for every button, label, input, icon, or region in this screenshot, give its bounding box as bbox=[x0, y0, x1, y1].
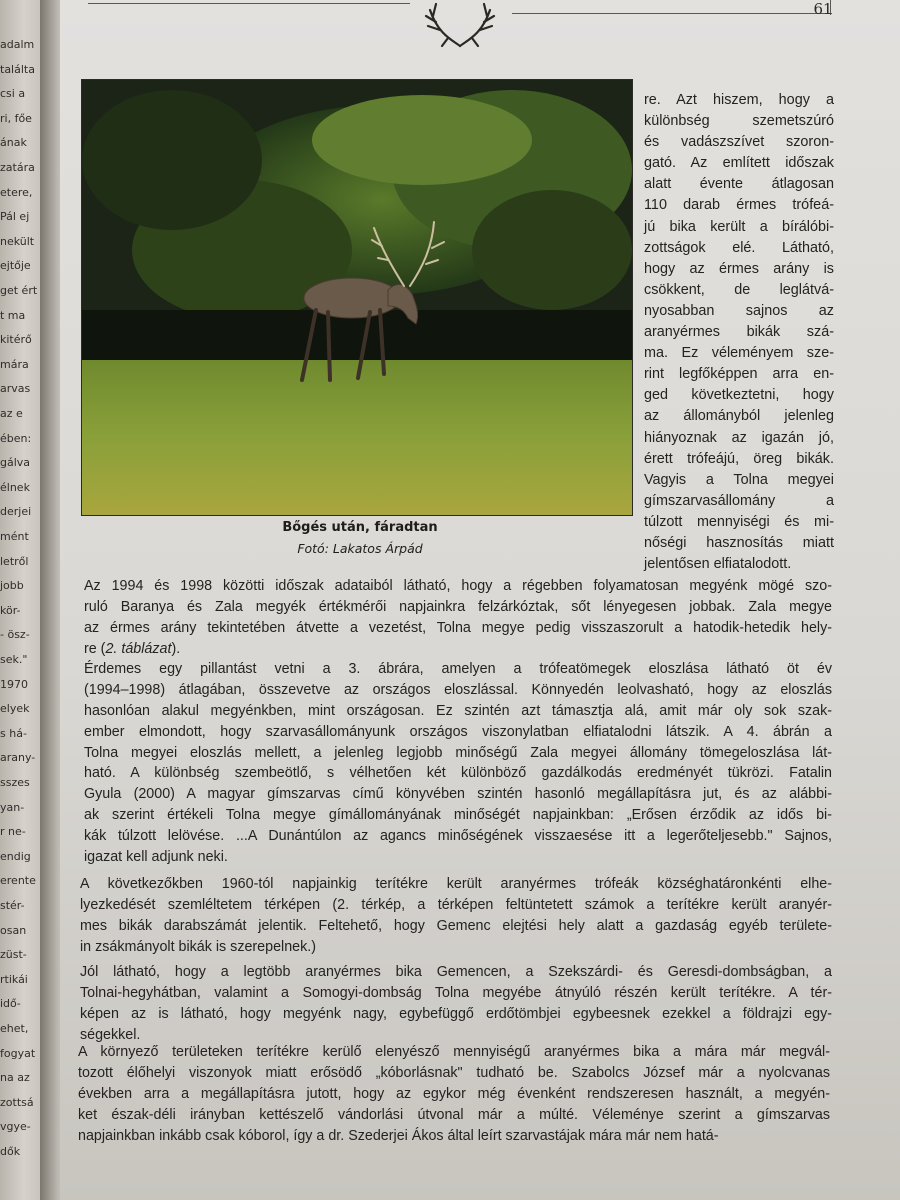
facing-page-fragment: na az bbox=[0, 1071, 30, 1085]
facing-page-fragment: Pál ej bbox=[0, 210, 30, 224]
text-line: ma. Ez véleményem sze- bbox=[644, 345, 834, 362]
facing-page-fragment: 1970 bbox=[0, 677, 28, 691]
paragraph-5 bbox=[78, 1042, 830, 1146]
facing-page-fragment: züst- bbox=[0, 948, 27, 962]
text-line: lyezkedését szemléltetem térképen (2. térkép, a térképen feltüntetett számok a terítékre került aranyér- bbox=[80, 896, 832, 913]
side-column-text bbox=[644, 90, 834, 575]
text-line: és vadászszívet szoron- bbox=[644, 134, 834, 151]
text-line: érett trófeájú, öreg bikák. bbox=[644, 450, 834, 467]
facing-page-fragment: találta bbox=[0, 62, 35, 76]
text-line: in zsákmányolt bikák is szerepelnek.) bbox=[80, 938, 316, 955]
text-line: képen az is látható, hogy megyénk nagy, egybefüggő erdőtömbjei egybeesnek ezekkel a földrajzi egy- bbox=[80, 1005, 832, 1022]
facing-page-fragment: vgye- bbox=[0, 1120, 31, 1134]
header-rule-right bbox=[512, 13, 832, 14]
facing-page-fragment: gálva bbox=[0, 456, 31, 470]
text-line: ható. A különbség szembeötlő, s vélhetően két különböző gazdálkodás eredményét tükrözi. Fatalin bbox=[84, 765, 832, 782]
facing-page-fragment: kör- bbox=[0, 603, 21, 617]
facing-page-fragment: zatára bbox=[0, 161, 35, 174]
facing-page-fragment: etere, bbox=[0, 185, 33, 199]
text-line: mes bikák darabszámát jelentik. Feltehető, hogy Gemenc elejtési hely alatt a gazdaság egyéb területe- bbox=[80, 917, 832, 934]
facing-page-fragment: rtikái bbox=[0, 972, 28, 986]
text-line: az állományból jelenleg bbox=[644, 408, 834, 425]
text-line: nyosabban sajnos az bbox=[644, 302, 834, 319]
text-line: gímszarvasállomány a bbox=[644, 492, 834, 509]
text-line: jelentősen elfiatalodott. bbox=[644, 556, 792, 573]
text-line: ember elmondott, hogy szarvasállományunk országos viszonylatban elfiatalodni látszik. A 4. ábrán a bbox=[84, 723, 832, 740]
facing-page-fragment: zottsá bbox=[0, 1095, 34, 1109]
text-line: években arra a megállapításra jutott, hogy az egykor még évenként rendszeresen használt, a megyén- bbox=[78, 1085, 830, 1102]
text-line: hiányoznak az igazán jó, bbox=[644, 429, 834, 446]
antler-ornament-icon bbox=[422, 0, 498, 50]
paragraph-4 bbox=[80, 962, 832, 1046]
paragraph-2 bbox=[84, 659, 832, 868]
text-line: A következőkben 1960-tól napjainkig terítékre került aranyérmes trófeák községhatáronkénti elhe- bbox=[80, 876, 832, 892]
facing-page-fragment: csi a bbox=[0, 87, 26, 101]
text-line: kák túlzott lelövése. ...A Dunántúlon az agancs minőségének visszaesése itt a legerőteljesebb." Sajnos, bbox=[84, 828, 832, 845]
text-line: aranyérmes bikák szá- bbox=[644, 324, 834, 341]
facing-page-edge bbox=[0, 0, 40, 1200]
facing-page-fragment: s há- bbox=[0, 726, 27, 740]
facing-page-fragment: arany- bbox=[0, 751, 36, 765]
facing-page-fragment: derjei bbox=[0, 505, 32, 519]
text-line: re (2. táblázat). bbox=[84, 640, 181, 657]
facing-page-fragment: sek." bbox=[0, 653, 28, 666]
text-line: rint legfőképpen arra en- bbox=[644, 366, 834, 383]
facing-page-fragment: kitérő bbox=[0, 333, 32, 347]
text-line: Jól látható, hogy a legtöbb aranyérmes bika Gemencen, a Szekszárdi- és Geresdi-dombságban, a bbox=[80, 964, 832, 980]
text-line: csökkent, de leglátvá- bbox=[644, 281, 834, 298]
facing-page-fragment: dők bbox=[0, 1145, 21, 1158]
facing-page-fragment: ehet, bbox=[0, 1022, 29, 1035]
text-line: az érmes arány tekintetében átvette a vezetést, Tolna megye pedig visszaszorult a hatodik-hetedik hely- bbox=[84, 619, 832, 636]
header-rule-left bbox=[88, 3, 410, 4]
text-line: A környező területeken terítékre kerülő elenyésző mennyiségű aranyérmes bika a mára már megvál- bbox=[78, 1044, 830, 1060]
text-line: nőségi hasznosítás miatt bbox=[644, 534, 834, 551]
facing-page-fragment: idő- bbox=[0, 997, 21, 1011]
facing-page-fragment: t ma bbox=[0, 308, 26, 322]
deer-photo bbox=[82, 80, 632, 515]
text-line: gató. Az említett időszak bbox=[644, 155, 834, 172]
facing-page-fragment: endig bbox=[0, 849, 31, 863]
text-line: Vagyis a Tolna megyei bbox=[644, 471, 834, 488]
paragraph-1 bbox=[84, 576, 832, 660]
text-line: Az 1994 és 1998 közötti időszak adataiból látható, hogy a régebben folyamatosan megyénk mögé szo- bbox=[84, 578, 832, 594]
facing-page-fragment: mára bbox=[0, 357, 29, 371]
text-line: ruló Baranya és Zala megyék értékmérői napjainkra felzárkóztak, sőt lényegesen jobbak. Zala megye bbox=[84, 598, 832, 615]
text-line: re. Azt hiszem, hogy a bbox=[644, 92, 834, 108]
facing-page-fragment: ának bbox=[0, 136, 27, 150]
text-line: (1994–1998) átlagában, összevetve az országos eloszlással. Könnyedén leolvasható, hogy az eloszlás bbox=[84, 681, 832, 698]
text-line: 110 darab érmes trófeá- bbox=[644, 197, 834, 214]
text-line: Érdemes egy pillantást vetni a 3. ábrára, amelyen a trófeatömegek eloszlása látható öt év bbox=[84, 661, 832, 677]
text-line: ged következtetni, hogy bbox=[644, 387, 834, 404]
table-reference: 2. táblázat bbox=[105, 640, 172, 657]
facing-page-fragment: stér- bbox=[0, 899, 25, 912]
photo-caption-title: Bőgés után, fáradtan bbox=[282, 520, 438, 535]
facing-page-fragment: mént bbox=[0, 530, 29, 543]
text-line: ak szerint értékeli Tolna megye gímállományának minőségét napjainkban: „Erősen érződik az idős bi- bbox=[84, 807, 832, 824]
facing-page-fragment: arvas bbox=[0, 382, 31, 396]
page-number: 61 bbox=[813, 0, 833, 18]
facing-page-fragment: r ne- bbox=[0, 825, 26, 839]
facing-page-fragment: ében: bbox=[0, 431, 32, 445]
photo-caption-credit: Fotó: Lakatos Árpád bbox=[297, 541, 423, 556]
facing-page-fragment: ri, főe bbox=[0, 111, 32, 125]
text-line: ségekkel. bbox=[80, 1026, 141, 1043]
facing-page-fragment: élnek bbox=[0, 480, 30, 494]
text-line: hogy az érmes arány is bbox=[644, 260, 834, 277]
text-line: igazat kell adjunk neki. bbox=[84, 849, 228, 866]
text-line: napjainkban inkább csak kóborol, így a dr. Szederjei Ákos által leírt szarvastájak mára már nem hatá- bbox=[78, 1127, 719, 1144]
facing-page-fragment: ejtője bbox=[0, 259, 31, 273]
facing-page-fragment: - ösz- bbox=[0, 628, 30, 642]
text-line: Tolnai-hegyhátban, valamint a Somogyi-dombság Tolna megyébe átnyúló részén került terítékre. A tér- bbox=[80, 984, 832, 1001]
facing-page-fragment: letről bbox=[0, 554, 29, 568]
facing-page-fragment: osan bbox=[0, 923, 27, 937]
facing-page-fragment: sszes bbox=[0, 776, 30, 789]
facing-page-fragment: nekült bbox=[0, 234, 35, 248]
text-line: Tolna megyei eloszlás mellett, a jelenleg legjobb minőségű Zala megyei állomány tömegeloszlása lát- bbox=[84, 744, 832, 761]
facing-page-fragment: get ért bbox=[0, 284, 38, 297]
paragraph-3 bbox=[80, 874, 832, 958]
text-line: Gyula (2000) A magyar gímszarvas című könyvében szintén hasonló megállapításra jut, és az alábbi- bbox=[84, 786, 832, 803]
text-line: jú bika került a bírálóbi- bbox=[644, 218, 834, 235]
facing-page-fragment: elyek bbox=[0, 702, 30, 716]
text-line: túlzott mennyiségi és mi- bbox=[644, 513, 834, 530]
text-line: különbség szemetszúró bbox=[644, 113, 834, 130]
text-line: ket észak-déli irányban kettészelő vándorlási útvonal már a múlté. Véleménye szerint a gímszarvas bbox=[78, 1106, 830, 1123]
facing-page-fragment: fogyat bbox=[0, 1046, 36, 1060]
facing-page-fragment: erente bbox=[0, 874, 36, 888]
text-line: hasonlóan alakul megyénkben, mint országosan. Ez szintén azt támasztja alá, amit már oly sok szak- bbox=[84, 702, 832, 719]
text-line: zottságok elé. Látható, bbox=[644, 239, 834, 256]
facing-page-fragment: yan- bbox=[0, 800, 25, 814]
facing-page-fragment: adalm bbox=[0, 38, 35, 51]
facing-page-fragment: az e bbox=[0, 407, 23, 420]
text-line: alatt évente átlagosan bbox=[644, 176, 834, 193]
facing-page-fragment: jobb bbox=[0, 579, 24, 593]
text-line: tozott élőhelyi viszonyok miatt erősödő „kóborlásnak" tudható be. Szabolcs József már a nyolcvanas bbox=[78, 1064, 830, 1081]
